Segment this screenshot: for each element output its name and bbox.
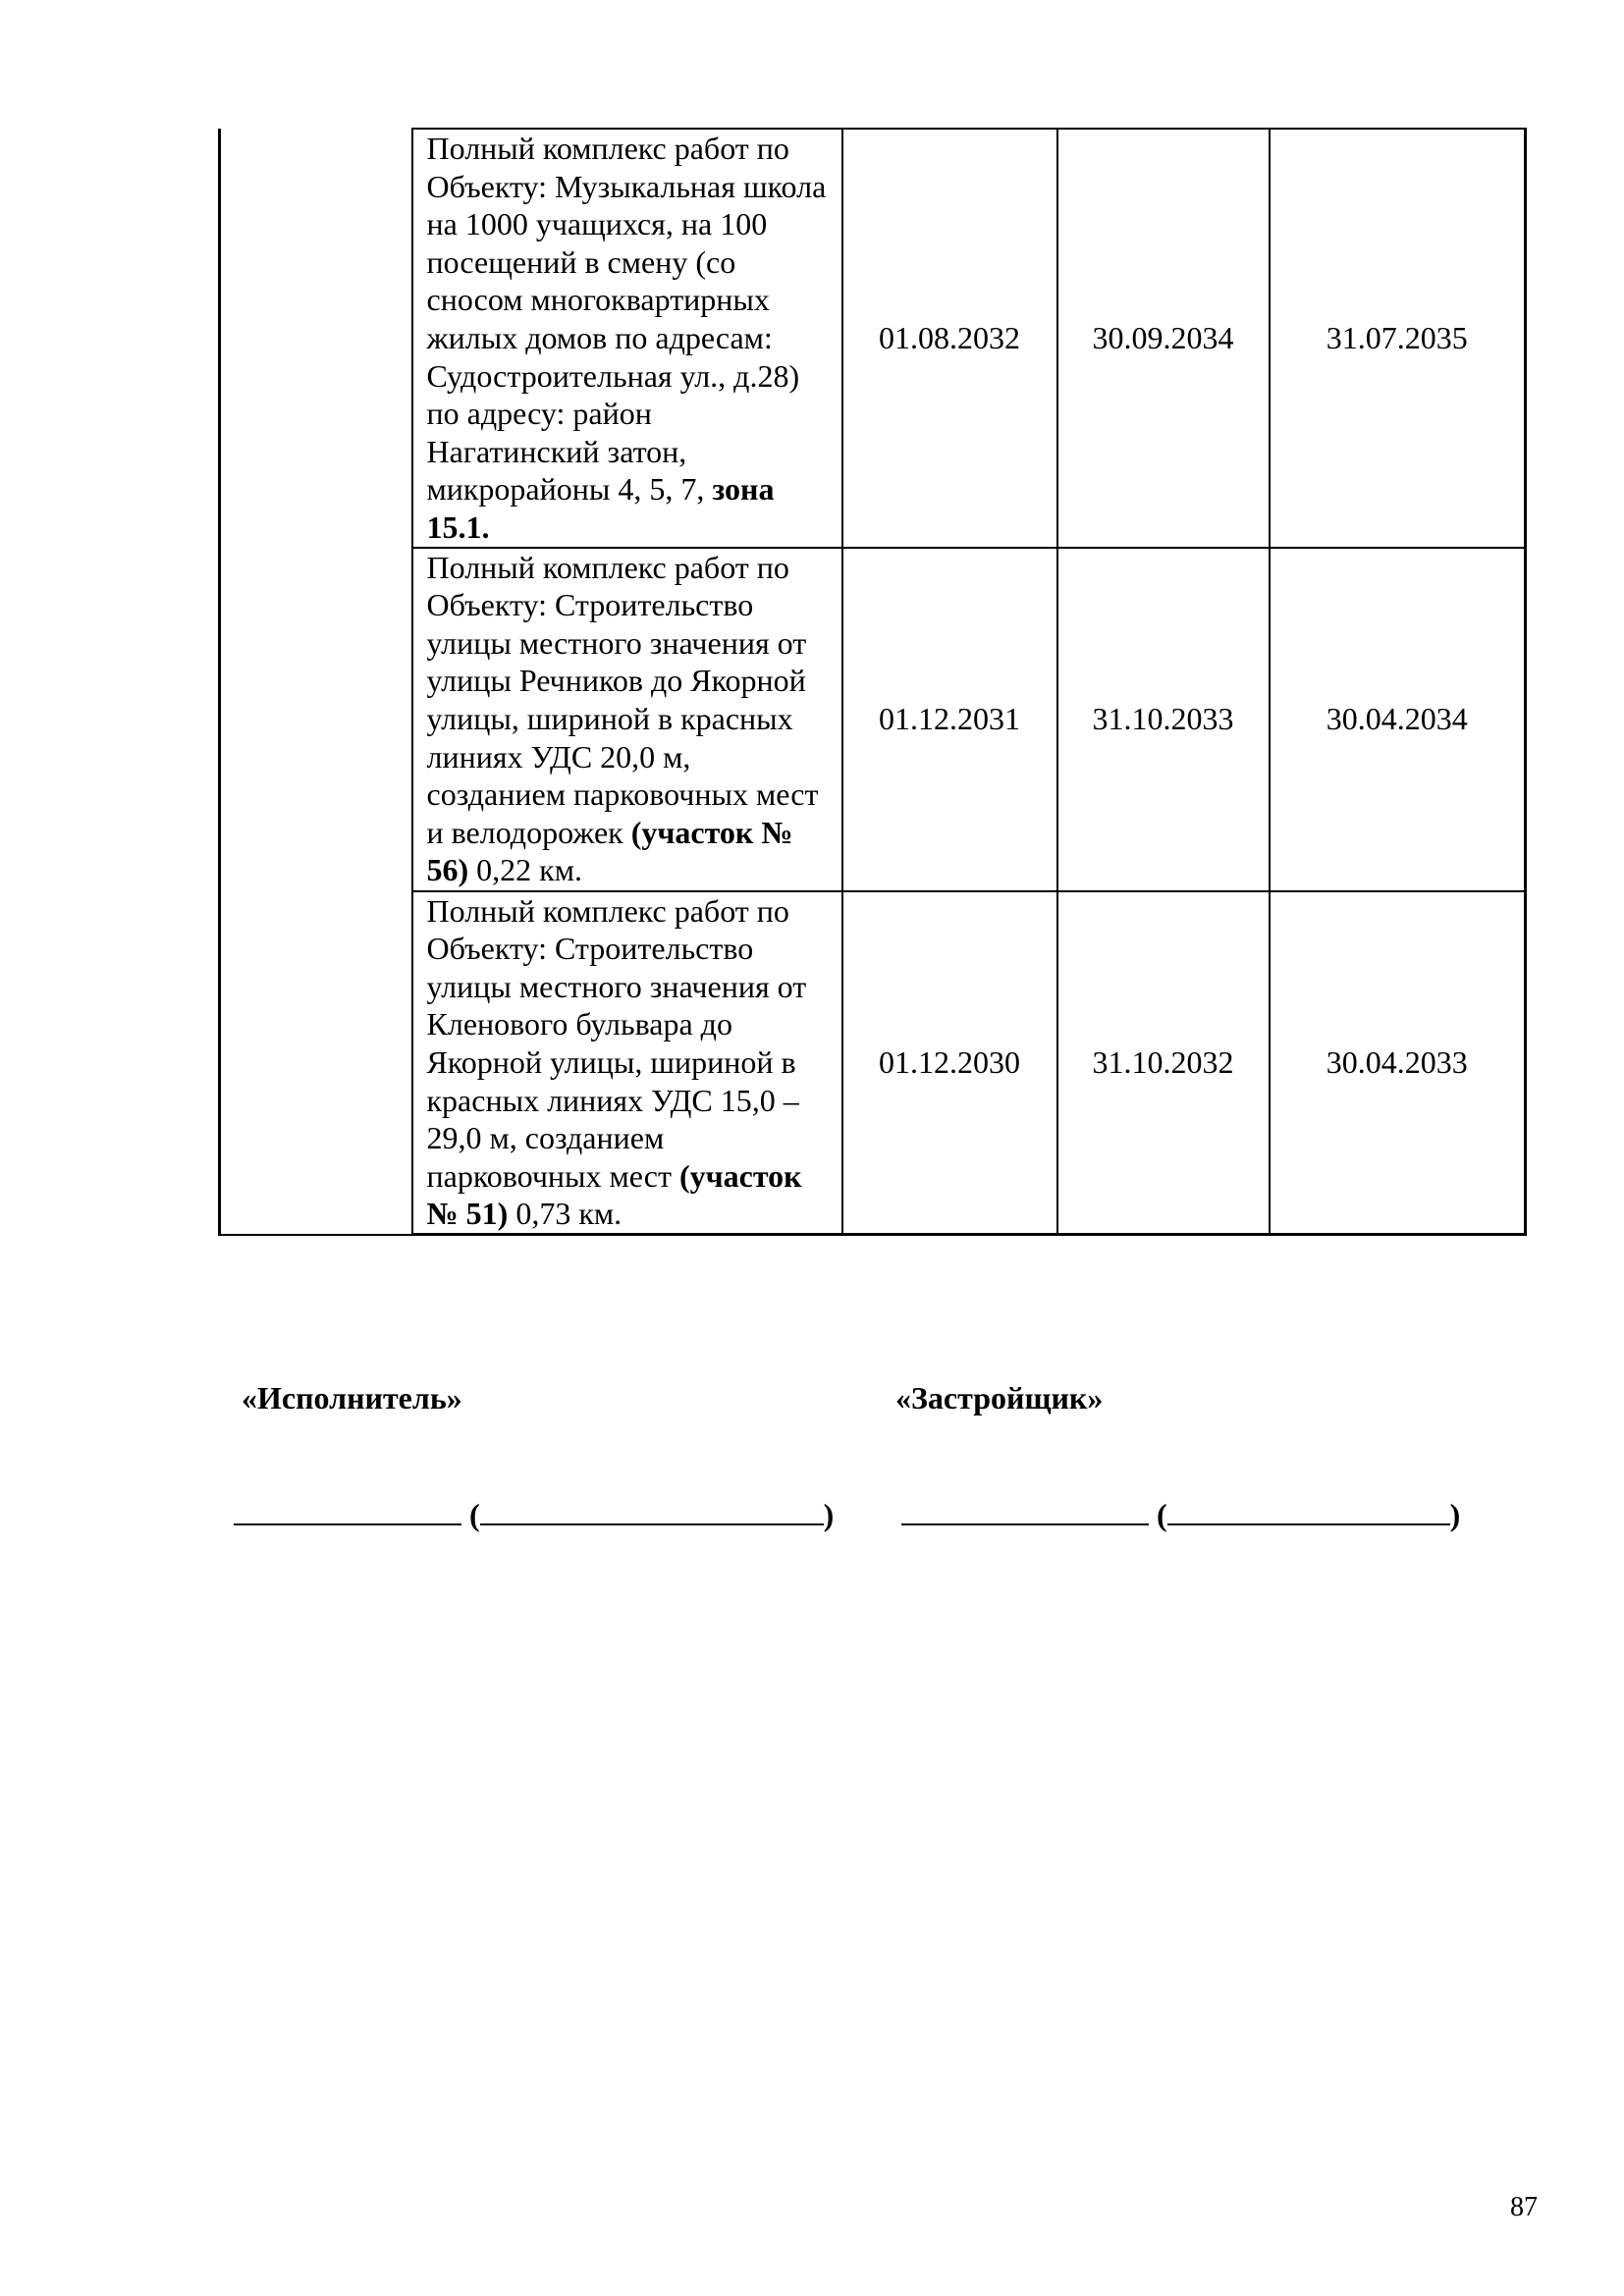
page-number: 87 [1510, 2192, 1538, 2222]
executor-signature-line [234, 1494, 834, 1534]
mid-date-cell: 30.09.2034 [1057, 129, 1270, 548]
work-description-cell: Полный комплекс работ по Объекту: Строительство улицы местного значения от улицы Речников до Якорной улицы, шириной в красных линиях УДС 20,0 м, созданием парковочных мест и велодорожек (участок № 56) 0,22 км. [412, 548, 842, 891]
developer-open-paren: ( [1157, 1497, 1167, 1532]
start-date-cell: 01.12.2030 [842, 891, 1057, 1235]
start-date-cell: 01.08.2032 [842, 129, 1057, 548]
table-row [220, 548, 1526, 891]
executor-label: «Исполнитель» [242, 1380, 462, 1415]
mid-date-cell: 31.10.2032 [1057, 891, 1270, 1235]
table-row [220, 129, 1526, 548]
table-blank-cell [220, 129, 412, 1235]
executor-signature-blank [234, 1494, 461, 1525]
work-description-cell: Полный комплекс работ по Объекту: Строительство улицы местного значения от Кленового бульвара до Якорной улицы, шириной в красных линиях УДС 15,0 – 29,0 м, созданием парковочных мест (участок № 51) 0,73 км. [412, 891, 842, 1235]
developer-signature-line [901, 1494, 1460, 1534]
executor-open-paren: ( [469, 1497, 480, 1532]
start-date-cell: 01.12.2031 [842, 548, 1057, 891]
executor-name-blank [480, 1494, 824, 1525]
developer-close-paren: ) [1449, 1497, 1461, 1532]
mid-date-cell: 31.10.2033 [1057, 548, 1270, 891]
table-row [220, 891, 1526, 1235]
end-date-cell: 30.04.2034 [1270, 548, 1526, 891]
works-schedule-table [218, 128, 1527, 1236]
executor-close-paren: ) [823, 1497, 835, 1532]
end-date-cell: 30.04.2033 [1270, 891, 1526, 1235]
developer-signature-blank [901, 1494, 1149, 1525]
end-date-cell: 31.07.2035 [1270, 129, 1526, 548]
work-description-cell: Полный комплекс работ по Объекту: Музыкальная школа на 1000 учащихся, на 100 посещений в смену (со сносом многоквартирных жилых домов по адресам: Судостроительная ул., д.28) по адресу: район Нагатинский затон, микрорайоны 4, 5, 7, зона 15.1. [412, 129, 842, 548]
developer-label: «Застройщик» [895, 1380, 1104, 1415]
developer-name-blank [1167, 1494, 1450, 1525]
